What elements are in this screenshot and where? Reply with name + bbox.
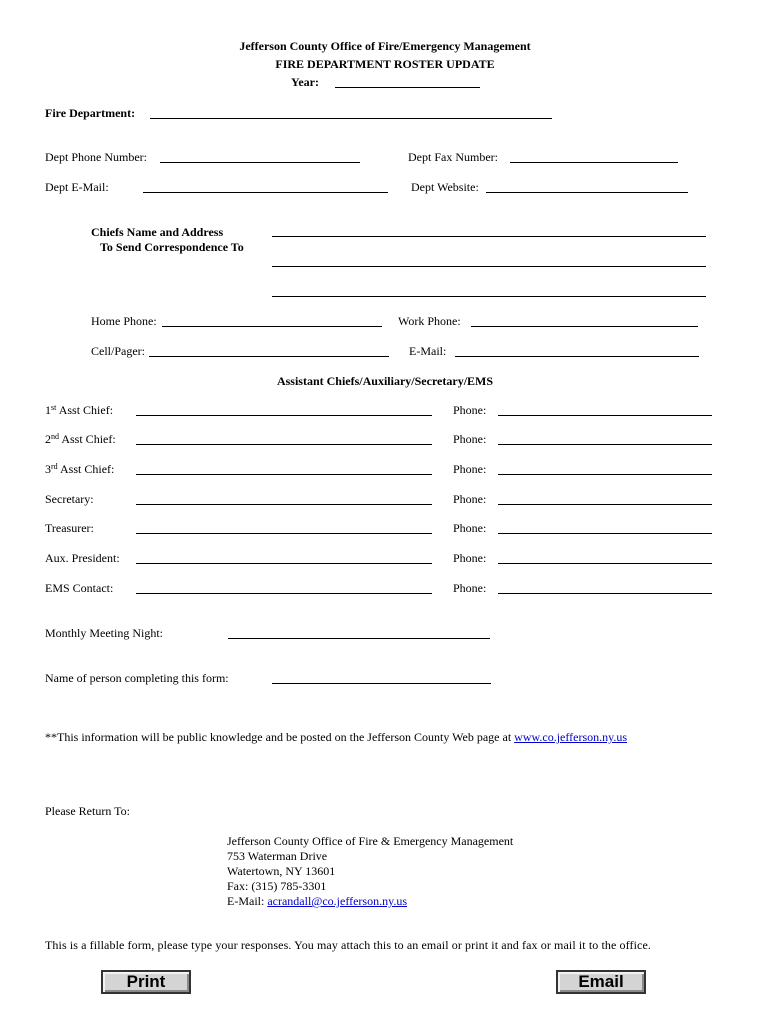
chief-home-phone-label: Home Phone: [91,314,157,328]
assistant-name-field[interactable] [136,533,432,534]
assistant-name-field[interactable] [136,415,432,416]
chief-address-field-1[interactable] [272,236,706,237]
dept-website-label: Dept Website: [411,180,479,194]
assistant-row-label [45,432,116,446]
return-email-link[interactable]: acrandall@co.jefferson.ny.us [267,894,407,908]
assistant-ordinal: 3 [45,462,51,476]
assistant-phone-label: Phone: [453,462,487,476]
assistant-phone-field[interactable] [498,474,712,475]
assistant-phone-field[interactable] [498,593,712,594]
assistant-ordinal-suffix: nd [51,432,59,441]
return-line-email [227,894,407,908]
return-label: Please Return To: [45,804,130,818]
assistant-role: Asst Chief: [61,432,116,446]
chief-label-line1: Chiefs Name and Address [91,225,224,239]
assistant-ordinal-suffix: rd [51,462,58,471]
form-subtitle: FIRE DEPARTMENT ROSTER UPDATE [275,57,495,71]
assistant-phone-label: Phone: [453,492,487,506]
return-email-prefix: E-Mail: [227,894,268,908]
form-title: Jefferson County Office of Fire/Emergency Management [239,39,531,53]
assistant-phone-field[interactable] [498,444,712,445]
assistant-phone-field[interactable] [498,415,712,416]
assistant-phone-field[interactable] [498,533,712,534]
assistant-phone-field[interactable] [498,504,712,505]
chief-work-phone-label: Work Phone: [398,314,461,328]
county-website-link[interactable]: www.co.jefferson.ny.us [514,730,628,744]
assistant-role: Secretary: [45,492,94,506]
assistant-role: Asst Chief: [58,403,114,417]
dept-phone-field[interactable] [160,162,360,163]
return-line-office: Jefferson County Office of Fire & Emergency Management [227,834,514,848]
fillable-note: This is a fillable form, please type your responses. You may attach this to an email or print it and fax or mail it to the office. [45,938,651,952]
assistants-heading: Assistant Chiefs/Auxiliary/Secretary/EMS [276,374,494,388]
completer-label: Name of person completing this form: [45,671,229,685]
chief-cell-label: Cell/Pager: [91,344,145,358]
chief-address-field-2[interactable] [272,266,706,267]
assistant-phone-label: Phone: [453,551,487,565]
assistant-name-field[interactable] [136,444,432,445]
dept-website-field[interactable] [486,192,688,193]
completer-field[interactable] [272,683,491,684]
chief-cell-field[interactable] [149,356,389,357]
print-button[interactable]: Print [101,970,191,994]
public-notice [45,730,627,744]
return-line-street: 753 Waterman Drive [227,849,328,863]
assistant-row-label [45,521,94,535]
return-line-fax: Fax: (315) 785-3301 [227,879,327,893]
chief-work-phone-field[interactable] [471,326,698,327]
return-line-city: Watertown, NY 13601 [227,864,336,878]
meeting-night-label: Monthly Meeting Night: [45,626,163,640]
chief-label-line2: To Send Correspondence To [100,240,244,254]
chief-email-label: E-Mail: [409,344,447,358]
assistant-name-field[interactable] [136,563,432,564]
dept-fax-label: Dept Fax Number: [408,150,498,164]
year-label: Year: [291,75,319,89]
assistant-phone-label: Phone: [453,403,487,417]
dept-email-label: Dept E-Mail: [45,180,109,194]
assistant-phone-label: Phone: [453,432,487,446]
email-button[interactable]: Email [556,970,646,994]
assistant-row-label [45,581,113,595]
chief-home-phone-field[interactable] [162,326,382,327]
assistant-role: Asst Chief: [60,462,115,476]
dept-phone-label: Dept Phone Number: [45,150,147,164]
year-field[interactable] [335,87,480,88]
assistant-ordinal: 1 [45,403,51,417]
assistant-role: Treasurer: [45,521,94,535]
assistant-name-field[interactable] [136,474,432,475]
assistant-name-field[interactable] [136,504,432,505]
assistant-row-label [45,462,114,476]
assistant-name-field[interactable] [136,593,432,594]
assistant-ordinal: 2 [45,432,51,446]
assistant-phone-label: Phone: [453,581,487,595]
assistant-phone-field[interactable] [498,563,712,564]
public-notice-text: **This information will be public knowledge and be posted on the Jefferson County Web page at [45,730,515,744]
assistant-row-label [45,492,94,506]
assistant-role: EMS Contact: [45,581,114,595]
dept-email-field[interactable] [143,192,388,193]
fire-department-field[interactable] [150,118,552,119]
chief-email-field[interactable] [455,356,699,357]
assistant-row-label [45,551,120,565]
meeting-night-field[interactable] [228,638,490,639]
chief-address-field-3[interactable] [272,296,706,297]
assistant-phone-label: Phone: [453,521,487,535]
assistant-ordinal-suffix: st [51,403,57,412]
assistant-role: Aux. President: [45,551,120,565]
fire-department-label: Fire Department: [45,106,136,120]
assistant-row-label [45,403,113,417]
dept-fax-field[interactable] [510,162,678,163]
